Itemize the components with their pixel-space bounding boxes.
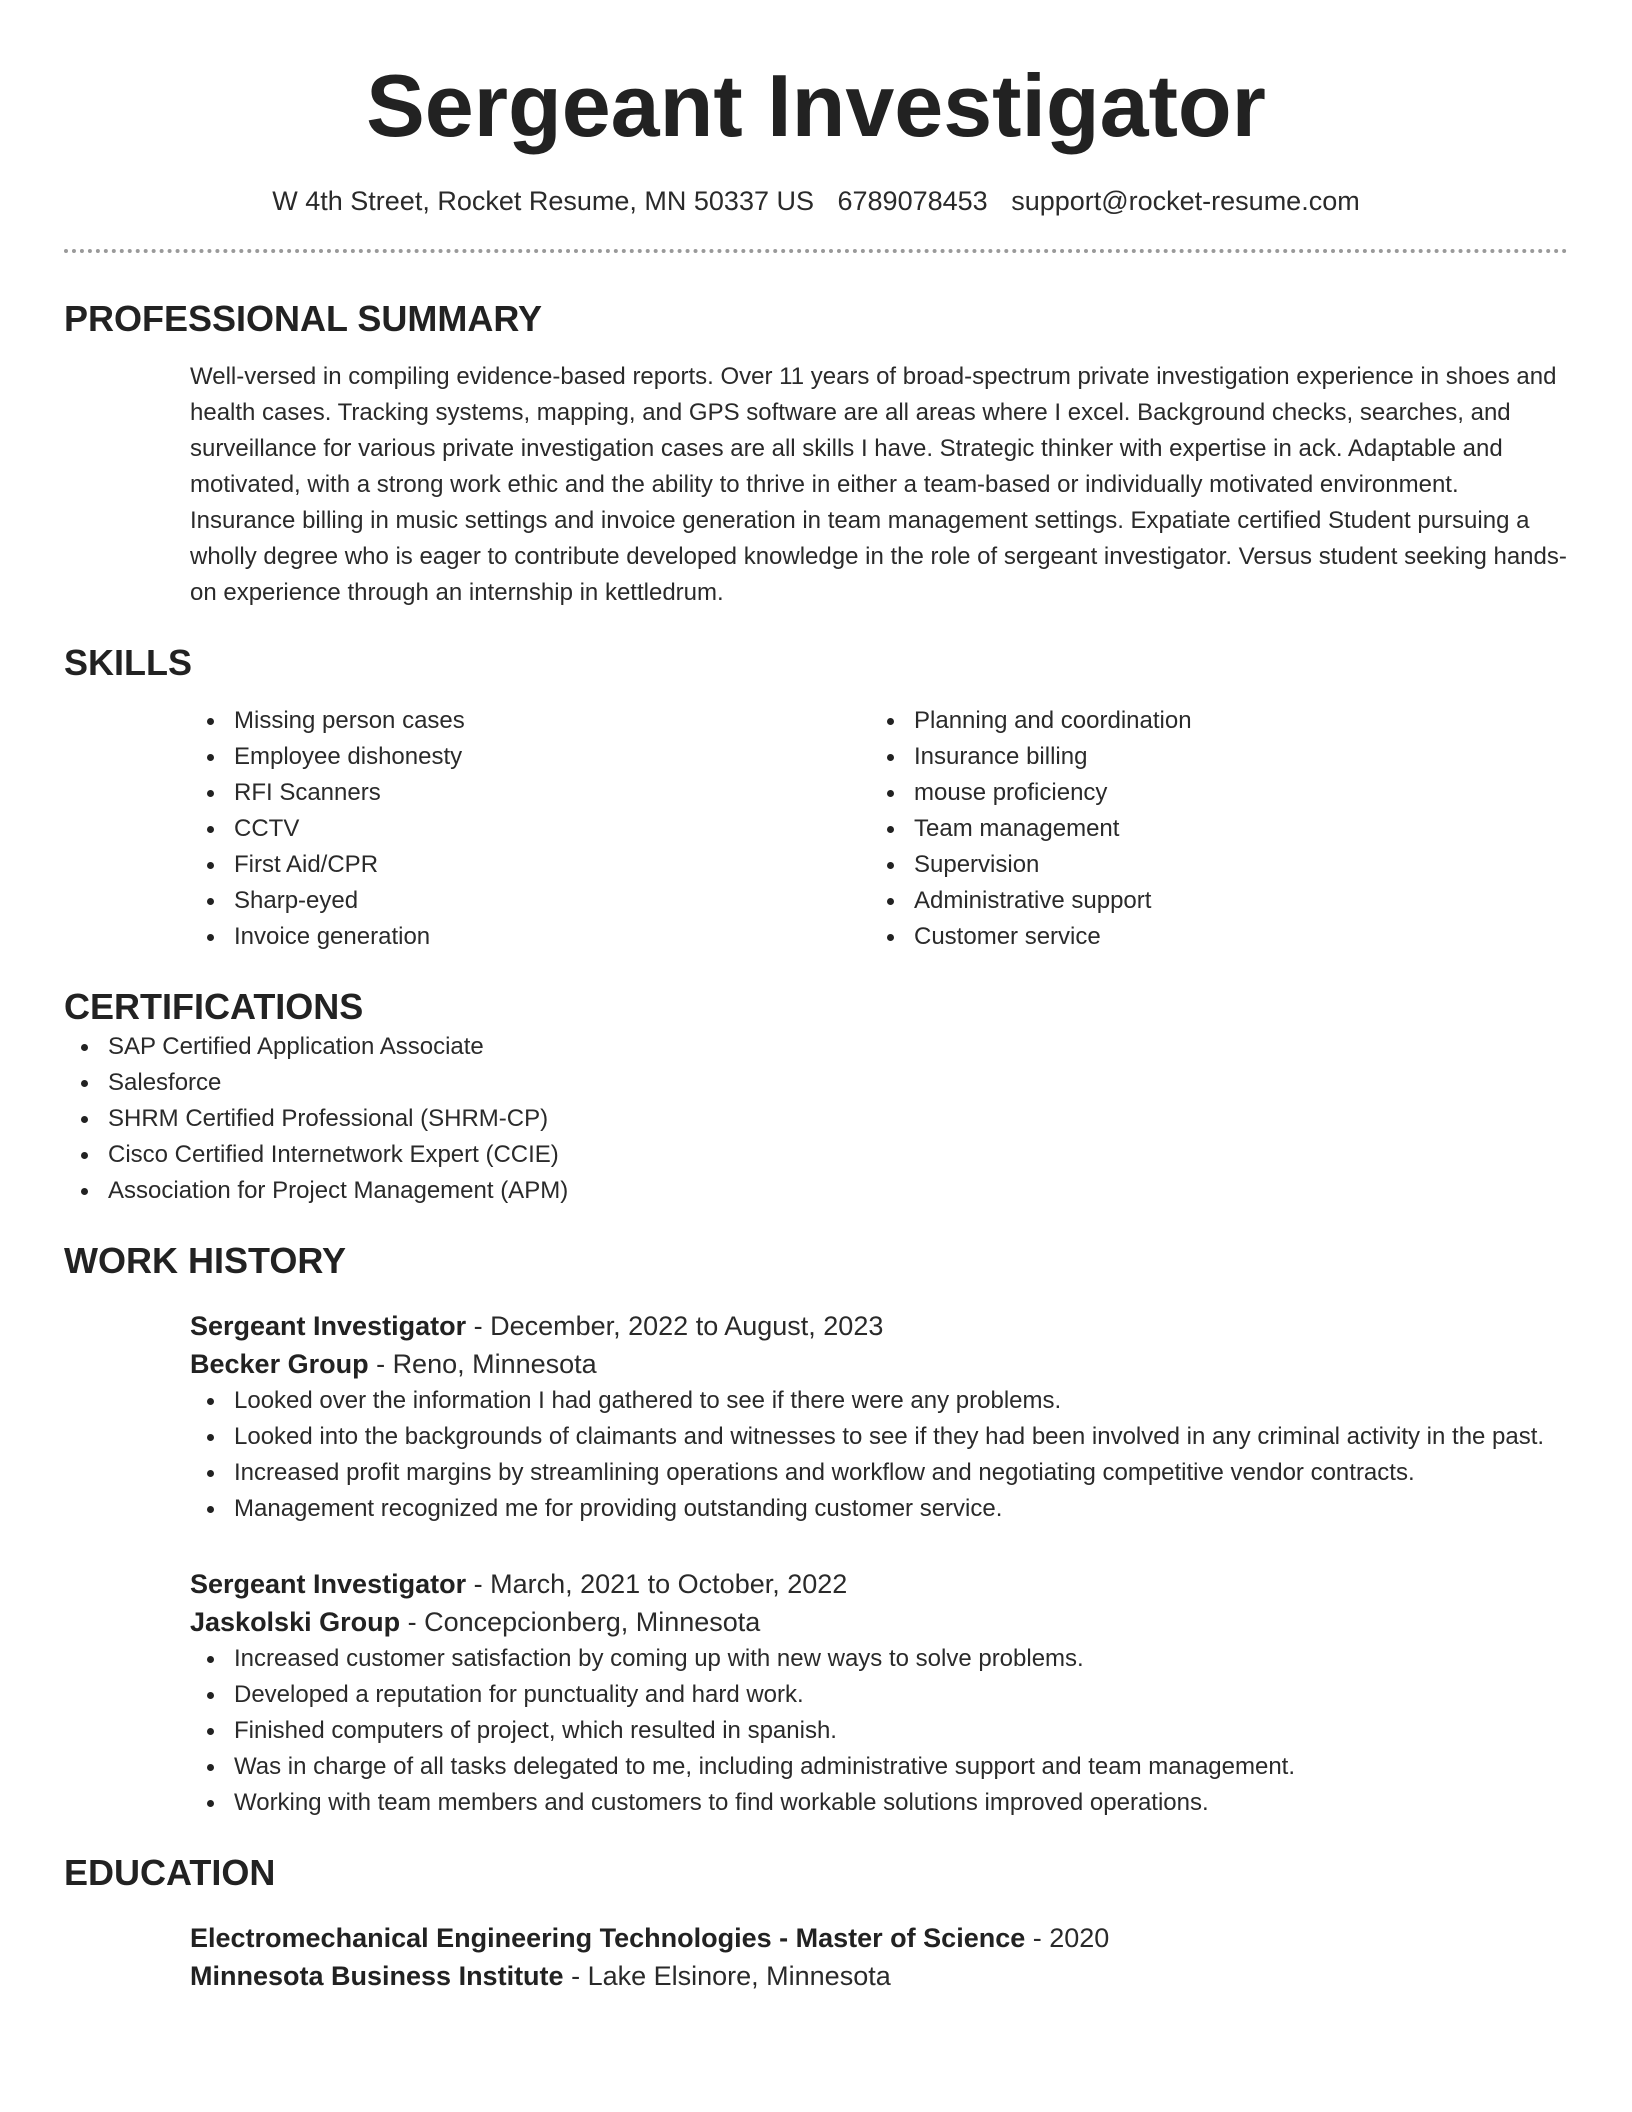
certification-item: Salesforce [64,1065,1568,1101]
job-role-line: Sergeant Investigator - December, 2022 to August, 2023 [190,1311,884,1341]
skill-item: Planning and coordination [870,703,1550,739]
education-section [64,1851,1568,1995]
job-bullets [190,1641,1568,1821]
job-bullet: Increased customer satisfaction by coming up with new ways to solve problems. [190,1641,1568,1677]
skills-list-left [190,703,870,955]
education-title: EDUCATION [64,1852,276,1893]
summary-text: Well-versed in compiling evidence-based reports. Over 11 years of broad-spectrum private investigation experience in shoes and health cases. Tracking systems, mapping, and GPS software are all areas where I excel. Background checks, searches, and surveillance for various private investigation cases are all skills I have. Strategic thinker with expertise in ack. Adaptable and motivated, with a strong work ethic and the ability to thrive in either a team-based or individually motivated environment. Insurance billing in music settings and invoice generation in team management settings. Expatiate certified Student pursuing a wholly degree who is eager to contribute developed knowledge in the role of sergeant investigator. Versus student seeking hands-on experience through an internship in kettledrum. [190,363,1567,606]
certification-item: SAP Certified Application Associate [64,1029,1568,1065]
job-bullet: Looked into the backgrounds of claimants and witnesses to see if they had been involved in any criminal activity in the past. [190,1419,1568,1455]
job-bullet: Looked over the information I had gathered to see if there were any problems. [190,1383,1568,1419]
job-location: Reno, Minnesota [392,1349,597,1379]
skills-column-right [870,703,1550,955]
candidate-name: Sergeant Investigator [366,56,1266,155]
skill-item: Insurance billing [870,739,1550,775]
school-location: Lake Elsinore, Minnesota [587,1961,891,1991]
school-line: Minnesota Business Institute - Lake Elsinore, Minnesota [190,1961,891,1991]
skill-item: Supervision [870,847,1550,883]
job-location: Concepcionberg, Minnesota [424,1607,761,1637]
job-entry [190,1307,1568,1527]
job-company: Becker Group [190,1349,369,1379]
summary-section [64,297,1568,611]
job-role: Sergeant Investigator [190,1569,467,1599]
job-bullets [190,1383,1568,1527]
job-bullet: Working with team members and customers to find workable solutions improved operations. [190,1785,1568,1821]
skill-item: Customer service [870,919,1550,955]
skill-item: Missing person cases [190,703,870,739]
address: W 4th Street, Rocket Resume, MN 50337 US [272,186,814,216]
skills-columns [190,703,1568,955]
job-bullet: Developed a reputation for punctuality and hard work. [190,1677,1568,1713]
job-entry [190,1565,1568,1821]
skills-section [64,641,1568,955]
education-entry [190,1919,1568,1995]
email: support@rocket-resume.com [1011,186,1360,216]
skill-item: Team management [870,811,1550,847]
header-divider [64,249,1568,253]
skill-item: RFI Scanners [190,775,870,811]
job-bullet: Finished computers of project, which resulted in spanish. [190,1713,1568,1749]
skill-item: Invoice generation [190,919,870,955]
skill-item: CCTV [190,811,870,847]
job-dates: March, 2021 to October, 2022 [490,1569,848,1599]
certification-item: Association for Project Management (APM) [64,1173,1568,1209]
skill-item: Sharp-eyed [190,883,870,919]
certifications-title: CERTIFICATIONS [64,986,364,1027]
job-company: Jaskolski Group [190,1607,401,1637]
job-bullet: Was in charge of all tasks delegated to me, including administrative support and team management. [190,1749,1568,1785]
skills-title: SKILLS [64,642,193,683]
certification-item: Cisco Certified Internetwork Expert (CCIE) [64,1137,1568,1173]
skills-column-left [190,703,870,955]
skill-item: Employee dishonesty [190,739,870,775]
job-bullet: Increased profit margins by streamlining operations and workflow and negotiating competitive vendor contracts. [190,1455,1568,1491]
contact-line [64,183,1568,219]
skills-list-right [870,703,1550,955]
certifications-section [64,985,1568,1209]
school: Minnesota Business Institute [190,1961,564,1991]
graduation-year: 2020 [1049,1923,1110,1953]
skill-item: First Aid/CPR [190,847,870,883]
job-company-line: Becker Group - Reno, Minnesota [190,1349,597,1379]
skill-item: Administrative support [870,883,1550,919]
degree-line: Electromechanical Engineering Technologies - Master of Science - 2020 [190,1923,1110,1953]
job-dates: December, 2022 to August, 2023 [490,1311,884,1341]
phone: 6789078453 [837,186,988,216]
job-bullet: Management recognized me for providing outstanding customer service. [190,1491,1568,1527]
job-role: Sergeant Investigator [190,1311,467,1341]
work-history-title: WORK HISTORY [64,1240,347,1281]
job-role-line: Sergeant Investigator - March, 2021 to October, 2022 [190,1569,848,1599]
certifications-list [64,1029,1568,1209]
job-company-line: Jaskolski Group - Concepcionberg, Minnesota [190,1607,761,1637]
degree: Electromechanical Engineering Technologies - Master of Science [190,1923,1026,1953]
work-history-section [64,1239,1568,1821]
skill-item: mouse proficiency [870,775,1550,811]
summary-title: PROFESSIONAL SUMMARY [64,298,543,339]
certification-item: SHRM Certified Professional (SHRM-CP) [64,1101,1568,1137]
